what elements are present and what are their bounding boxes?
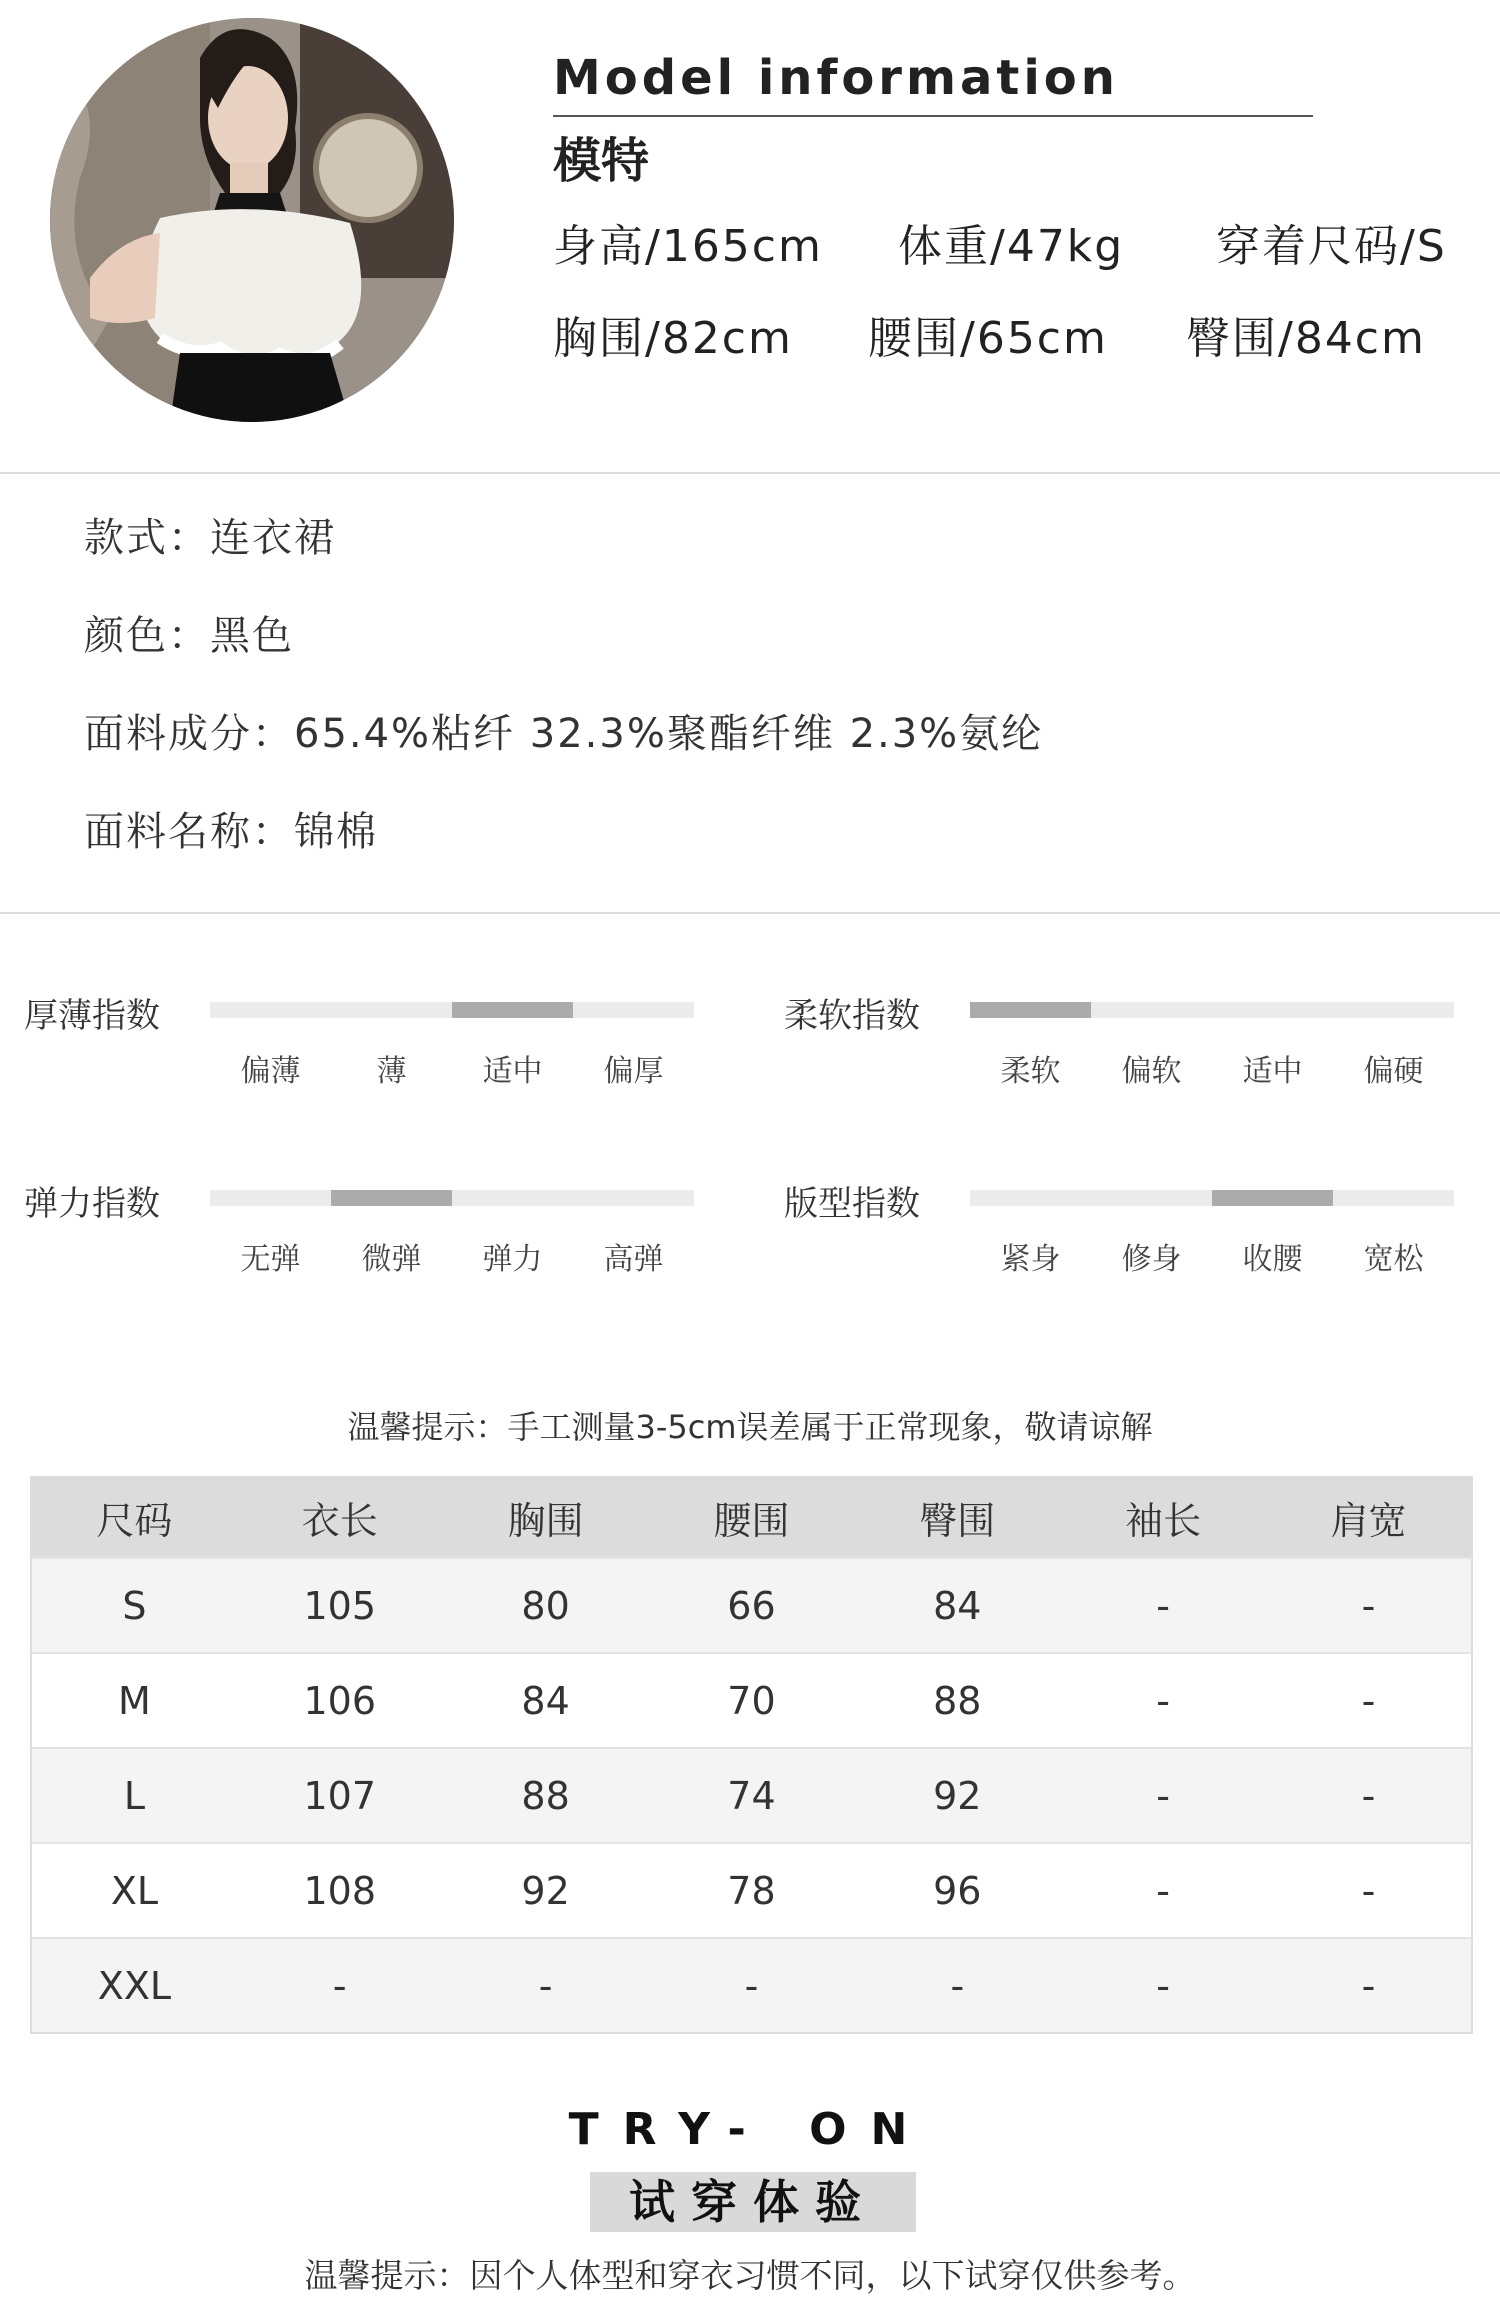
model-bust: 胸围/82cm [553,313,793,364]
table-cell: 80 [443,1558,649,1653]
index-option: 高弹 [603,1242,664,1277]
table-cell: 88 [443,1748,649,1843]
index-option: 收腰 [1242,1242,1303,1277]
table-cell: - [1266,1938,1472,2033]
table-cell: - [854,1938,1060,2033]
index-label: 厚薄指数 [24,996,160,1036]
index-option: 微弹 [361,1242,422,1277]
table-cell: 70 [649,1653,855,1748]
table-row [31,1653,1472,1748]
table-cell: M [31,1653,237,1748]
table-cell: 107 [237,1748,443,1843]
product-fabric: 面料名称：锦棉 [84,809,378,855]
table-cell: L [31,1748,237,1843]
table-row [31,1938,1472,2033]
size-table-header [31,1477,1472,1558]
index-indicator [1212,1190,1333,1206]
tryon-subtitle: 试穿体验 [590,2172,916,2232]
table-cell: - [1060,1653,1266,1748]
product-color: 颜色：黑色 [84,613,294,659]
table-cell: 92 [854,1748,1060,1843]
title-divider [553,115,1313,117]
table-cell: 108 [237,1843,443,1938]
index-option: 无弹 [240,1242,301,1277]
model-hip: 臀围/84cm [1186,313,1426,364]
table-cell: XL [31,1843,237,1938]
header-cell: 腰围 [649,1477,855,1558]
table-cell: - [1266,1653,1472,1748]
size-table [30,1476,1473,2034]
index-option: 柔软 [1000,1054,1061,1089]
table-cell: - [1060,1843,1266,1938]
model-weight: 体重/47kg [898,221,1125,272]
table-cell: - [1266,1843,1472,1938]
table-row [31,1748,1472,1843]
header-cell: 胸围 [443,1477,649,1558]
table-cell: - [1266,1558,1472,1653]
index-option: 偏硬 [1363,1054,1424,1089]
index-option: 偏软 [1121,1054,1182,1089]
header-cell: 臀围 [854,1477,1060,1558]
table-cell: - [1266,1748,1472,1843]
section-divider [0,912,1500,914]
index-option: 宽松 [1363,1242,1424,1277]
table-cell: S [31,1558,237,1653]
index-option: 适中 [482,1054,543,1089]
model-info-subtitle: 模特 [553,133,650,189]
index-track [970,1002,1454,1018]
header-cell: 肩宽 [1266,1477,1472,1558]
header-cell: 袖长 [1060,1477,1266,1558]
table-cell: 88 [854,1653,1060,1748]
index-option: 偏薄 [240,1054,301,1089]
tryon-title: TRY- ON [568,2104,932,2155]
index-option: 紧身 [1000,1242,1061,1277]
model-size: 穿着尺码/S [1216,221,1447,272]
table-row [31,1843,1472,1938]
table-cell: 74 [649,1748,855,1843]
index-track [970,1190,1454,1206]
index-track [210,1002,694,1018]
index-option: 薄 [376,1054,407,1089]
index-indicator [331,1190,452,1206]
header-cell: 衣长 [237,1477,443,1558]
table-cell: 92 [443,1843,649,1938]
index-option: 适中 [1242,1054,1303,1089]
table-cell: - [443,1938,649,2033]
index-indicator [452,1002,573,1018]
table-cell: 84 [443,1653,649,1748]
model-info-title: Model information [553,50,1119,106]
model-photo [50,18,454,422]
index-label: 弹力指数 [24,1184,160,1224]
table-cell: 106 [237,1653,443,1748]
table-cell: 105 [237,1558,443,1653]
table-cell: - [237,1938,443,2033]
table-cell: XXL [31,1938,237,2033]
measurement-note: 温馨提示：手工测量3-5cm误差属于正常现象，敬请谅解 [347,1408,1153,1446]
index-track [210,1190,694,1206]
product-composition: 面料成分：65.4%粘纤 32.3%聚酯纤维 2.3%氨纶 [84,711,1044,757]
model-height: 身高/165cm [553,221,823,272]
header-cell: 尺码 [31,1477,237,1558]
table-row [31,1558,1472,1653]
table-cell: - [1060,1748,1266,1843]
index-option: 偏厚 [603,1054,664,1089]
table-cell: - [1060,1558,1266,1653]
section-divider [0,472,1500,474]
tryon-note: 温馨提示：因个人体型和穿衣习惯不同，以下试穿仅供参考。 [304,2256,1196,2295]
index-option: 弹力 [482,1242,543,1277]
index-indicator [970,1002,1091,1018]
table-cell: 96 [854,1843,1060,1938]
model-waist: 腰围/65cm [868,313,1108,364]
product-style: 款式：连衣裙 [84,515,336,561]
table-cell: - [649,1938,855,2033]
table-cell: 66 [649,1558,855,1653]
index-option: 修身 [1121,1242,1182,1277]
index-label: 版型指数 [784,1184,920,1224]
index-label: 柔软指数 [784,996,920,1036]
table-cell: 78 [649,1843,855,1938]
table-cell: - [1060,1938,1266,2033]
table-cell: 84 [854,1558,1060,1653]
